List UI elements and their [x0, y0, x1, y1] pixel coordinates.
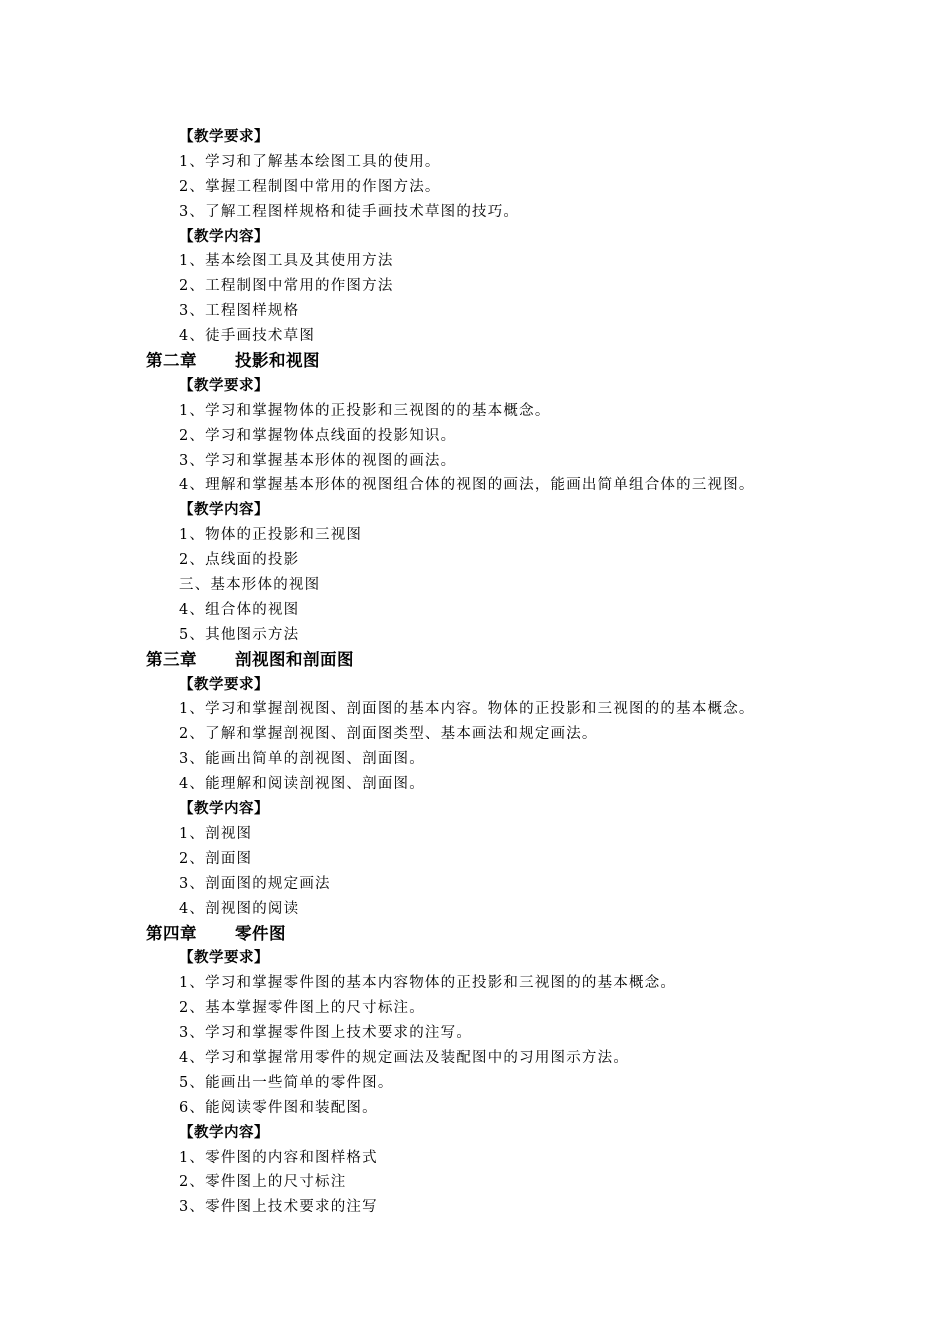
- list-item: 3、能画出简单的剖视图、剖面图。: [179, 751, 425, 768]
- list-item: 4、学习和掌握常用零件的规定画法及装配图中的习用图示方法。: [179, 1049, 630, 1066]
- list-item: 5、其他图示方法: [179, 626, 300, 643]
- list-item: 4、能理解和阅读剖视图、剖面图。: [179, 776, 425, 793]
- list-item: 4、组合体的视图: [179, 601, 300, 618]
- list-item: 3、学习和掌握零件图上技术要求的注写。: [179, 1025, 473, 1042]
- list-item: 1、基本绘图工具及其使用方法: [179, 253, 394, 270]
- list-item: 1、剖视图: [179, 825, 253, 842]
- list-item: 4、剖视图的阅读: [179, 900, 300, 917]
- list-item: 3、了解工程图样规格和徒手画技术草图的技巧。: [179, 203, 520, 220]
- list-item: 2、掌握工程制图中常用的作图方法。: [179, 178, 441, 195]
- section-heading: 【教学内容】: [179, 228, 269, 245]
- list-item: 三、基本形体的视图: [179, 577, 321, 594]
- list-item: 2、点线面的投影: [179, 552, 300, 569]
- chapter-title: 零件图: [235, 923, 286, 943]
- list-item: 1、零件图的内容和图样格式: [179, 1149, 378, 1166]
- chapter-title: 投影和视图: [235, 351, 320, 371]
- list-item: 3、学习和掌握基本形体的视图的画法。: [179, 452, 457, 469]
- list-item: 3、零件图上技术要求的注写: [179, 1199, 378, 1216]
- chapter-heading: [0, 648, 950, 673]
- list-item: 5、能画出一些简单的零件图。: [179, 1074, 394, 1091]
- list-item: 4、理解和掌握基本形体的视图组合体的视图的画法，能画出简单组合体的三视图。: [179, 477, 755, 494]
- list-item: 2、学习和掌握物体点线面的投影知识。: [179, 427, 457, 444]
- chapter-number: 第二章: [146, 351, 197, 371]
- list-item: 2、工程制图中常用的作图方法: [179, 278, 394, 295]
- document-page: [0, 125, 950, 1220]
- chapter-number: 第三章: [146, 649, 197, 669]
- list-item: 1、学习和掌握剖视图、剖面图的基本内容。物体的正投影和三视图的的基本概念。: [179, 701, 755, 718]
- list-item: 3、工程图样规格: [179, 303, 300, 320]
- list-item: 2、剖面图: [179, 850, 253, 867]
- list-item: 1、学习和了解基本绘图工具的使用。: [179, 153, 441, 170]
- list-item: 1、学习和掌握零件图的基本内容物体的正投影和三视图的的基本概念。: [179, 975, 677, 992]
- section-heading: 【教学要求】: [179, 950, 269, 967]
- list-item: 3、剖面图的规定画法: [179, 875, 331, 892]
- chapter-number: 第四章: [146, 923, 197, 943]
- chapter-heading: [0, 349, 950, 374]
- section-heading: 【教学内容】: [179, 801, 269, 818]
- section-heading: 【教学要求】: [179, 676, 269, 693]
- chapter-heading: [0, 922, 950, 947]
- list-item: 6、能阅读零件图和装配图。: [179, 1099, 378, 1116]
- section-heading: 【教学要求】: [179, 129, 269, 145]
- list-item: 1、学习和掌握物体的正投影和三视图的的基本概念。: [179, 402, 551, 419]
- list-item: 1、物体的正投影和三视图: [179, 527, 363, 544]
- chapter-title: 剖视图和剖面图: [235, 649, 354, 669]
- section-heading: 【教学内容】: [179, 1124, 269, 1141]
- section-heading: 【教学要求】: [179, 377, 269, 394]
- list-item: 2、了解和掌握剖视图、剖面图类型、基本画法和规定画法。: [179, 726, 598, 743]
- list-item: 2、零件图上的尺寸标注: [179, 1174, 347, 1191]
- section-heading: 【教学内容】: [179, 502, 269, 519]
- list-item: 2、基本掌握零件图上的尺寸标注。: [179, 1000, 425, 1017]
- list-item: 4、徒手画技术草图: [179, 328, 316, 345]
